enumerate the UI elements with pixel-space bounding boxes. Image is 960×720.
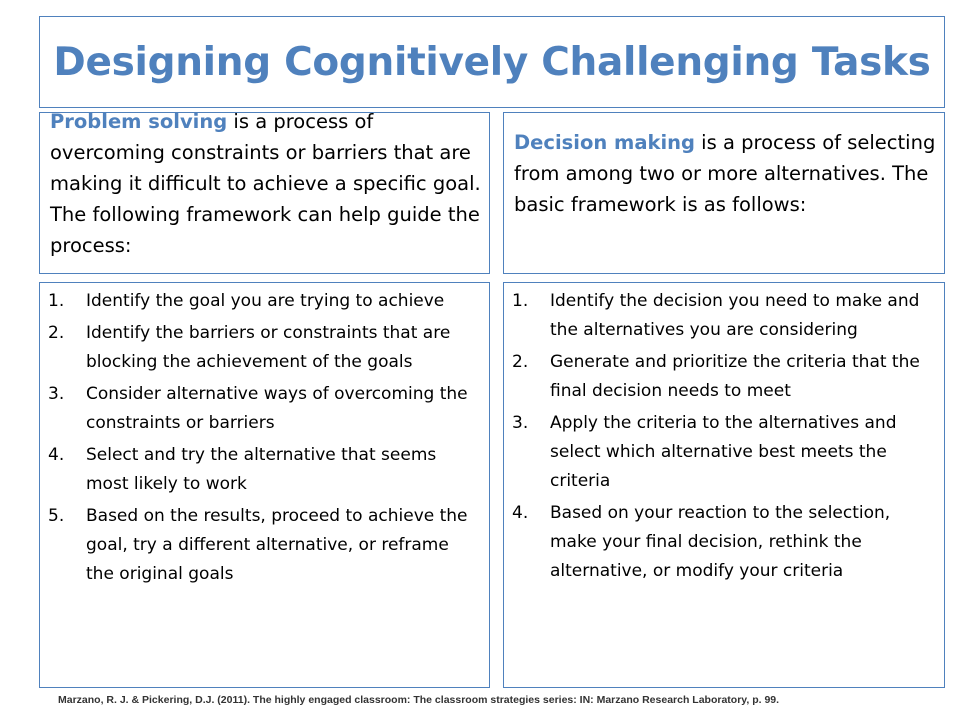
step-text: Apply the criteria to the alternatives and select which alternative best meets the criteria [550, 413, 897, 491]
slide-title: Designing Cognitively Challenging Tasks [53, 40, 931, 85]
step-number: 5. [48, 506, 65, 526]
step-text: Select and try the alternative that seems most likely to work [86, 445, 437, 494]
list-item [48, 502, 481, 589]
step-text: Identify the goal you are trying to achieve [86, 291, 445, 311]
step-number: 3. [512, 413, 529, 433]
step-text: Identify the decision you need to make and the alternatives you are considering [550, 291, 920, 340]
list-item [512, 409, 936, 496]
decision-making-definition [514, 127, 936, 220]
step-number: 4. [512, 503, 529, 523]
step-number: 2. [48, 323, 65, 343]
decision-making-steps-box [503, 282, 945, 688]
step-text: Based on the results, proceed to achieve the goal, try a different alternative, or reframe the original goals [86, 506, 468, 584]
step-text: Generate and prioritize the criteria that the final decision needs to meet [550, 352, 920, 401]
decision-making-steps [512, 287, 936, 586]
problem-solving-steps-box [39, 282, 490, 688]
problem-solving-definition-box [39, 112, 490, 274]
decision-making-definition-text: is a process of selecting from among two or more alternatives. The basic framework is as follows: [514, 131, 936, 216]
step-text: Identify the barriers or constraints that are blocking the achievement of the goals [86, 323, 451, 372]
problem-solving-steps [48, 287, 481, 589]
step-number: 3. [48, 384, 65, 404]
list-item [512, 348, 936, 406]
citation: Marzano, R. J. & Pickering, D.J. (2011). The highly engaged classroom: The classroom strategies series: IN: Marzano Research Laboratory, p. 99. [58, 694, 780, 706]
decision-making-definition-box [503, 112, 945, 274]
list-item [48, 287, 481, 316]
step-number: 4. [48, 445, 65, 465]
list-item [48, 319, 481, 377]
step-text: Consider alternative ways of overcoming the constraints or barriers [86, 384, 468, 433]
list-item [512, 287, 936, 345]
list-item [512, 499, 936, 586]
problem-solving-definition [50, 106, 481, 261]
list-item [48, 380, 481, 438]
decision-making-term: Decision making [514, 131, 695, 154]
step-text: Based on your reaction to the selection, make your final decision, rethink the alternative, or modify your criteria [550, 503, 891, 581]
step-number: 1. [512, 291, 529, 311]
problem-solving-term: Problem solving [50, 110, 228, 133]
problem-solving-definition-text: is a process of overcoming constraints or barriers that are making it difficult to achieve a specific goal. The following framework can help guide the process: [50, 110, 481, 257]
step-number: 2. [512, 352, 529, 372]
list-item [48, 441, 481, 499]
title-box [39, 16, 945, 108]
step-number: 1. [48, 291, 65, 311]
